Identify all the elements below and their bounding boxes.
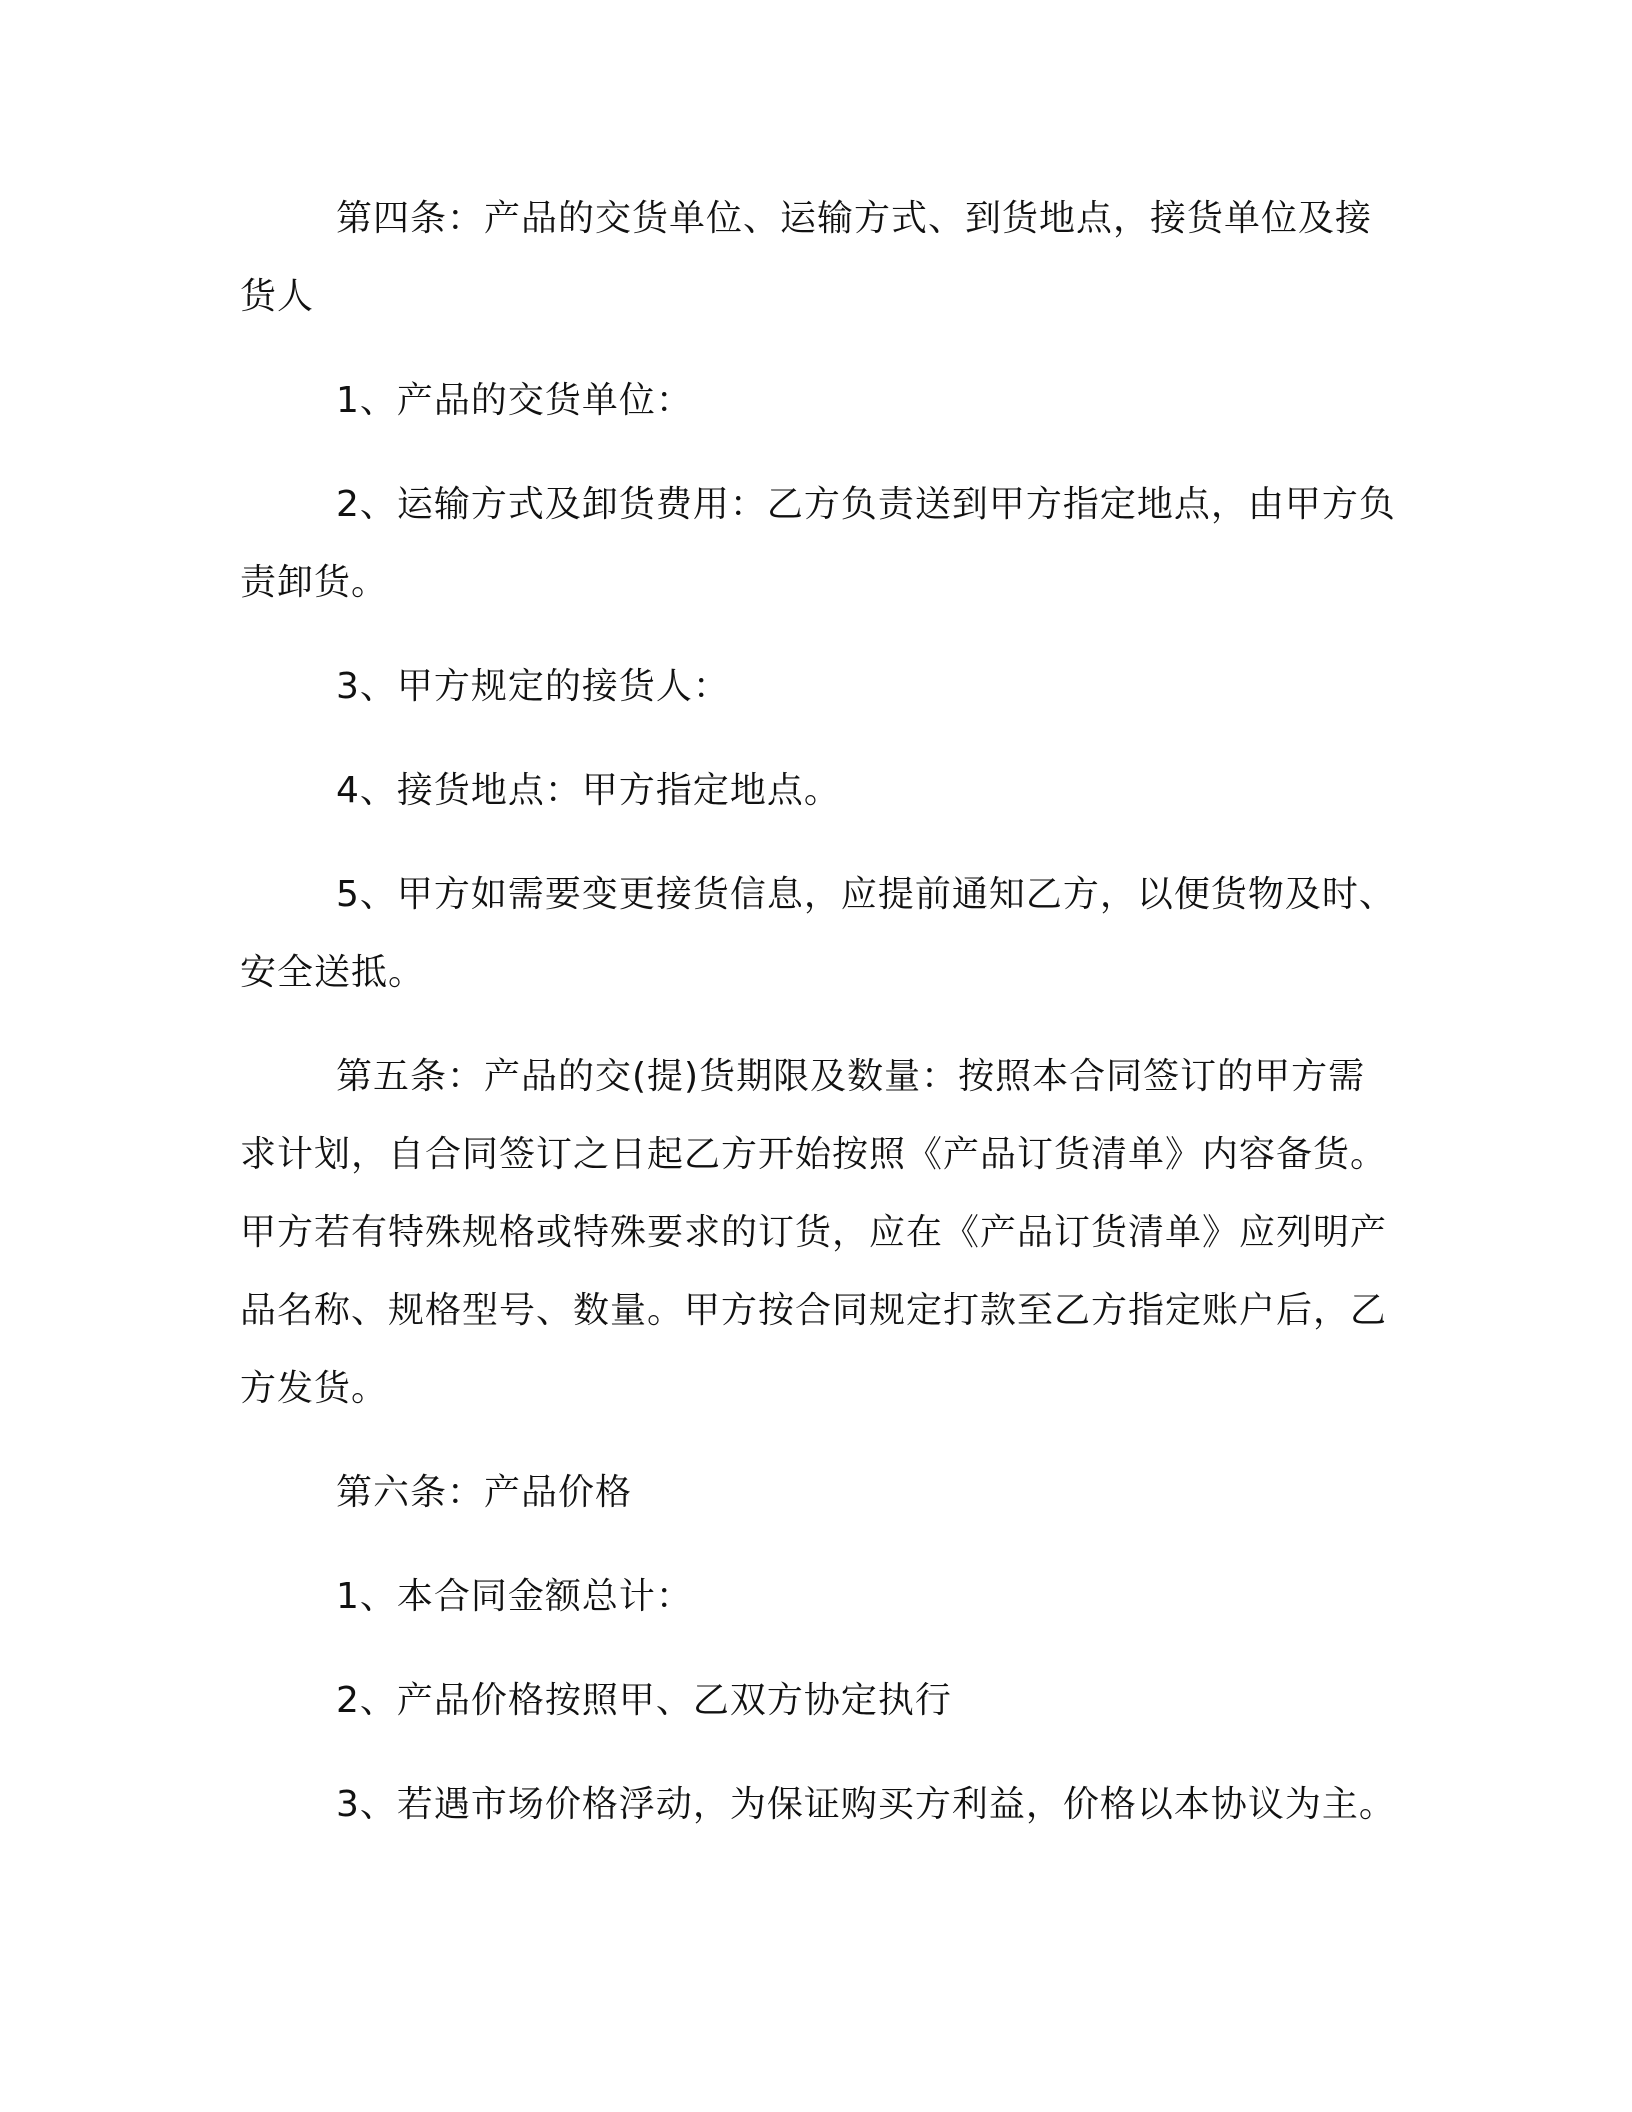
article-6-heading: 第六条：产品价格 (336, 1472, 633, 1513)
article-6-item-2: 2、产品价格按照甲、乙双方协定执行 (336, 1680, 952, 1721)
article-6-item-1: 1、本合同金额总计： (336, 1576, 693, 1617)
contract-body (240, 180, 1400, 1870)
article-4-item-3: 3、甲方规定的接货人： (336, 666, 730, 707)
article-4-item-1: 1、产品的交货单位： (336, 380, 693, 421)
article-6-item-3: 3、若遇市场价格浮动，为保证购买方利益，价格以本协议为主。 (336, 1784, 1396, 1825)
article-4-item-2: 2、运输方式及卸货费用：乙方负责送到甲方指定地点，由甲方负责卸货。 (240, 484, 1396, 603)
article-5-text: 第五条：产品的交(提)货期限及数量：按照本合同签订的甲方需求计划，自合同签订之日起乙方开始按照《产品订货清单》内容备货。甲方若有特殊规格或特殊要求的订货，应在《产品订货清单》应列明产品名称、规格型号、数量。甲方按合同规定打款至乙方指定账户后，乙方发货。 (240, 1056, 1388, 1409)
article-4-heading: 第四条：产品的交货单位、运输方式、到货地点，接货单位及接货人 (240, 198, 1373, 317)
article-4-item-4: 4、接货地点：甲方指定地点。 (336, 770, 841, 811)
article-4-item-5: 5、甲方如需要变更接货信息，应提前通知乙方，以便货物及时、安全送抵。 (240, 874, 1396, 993)
